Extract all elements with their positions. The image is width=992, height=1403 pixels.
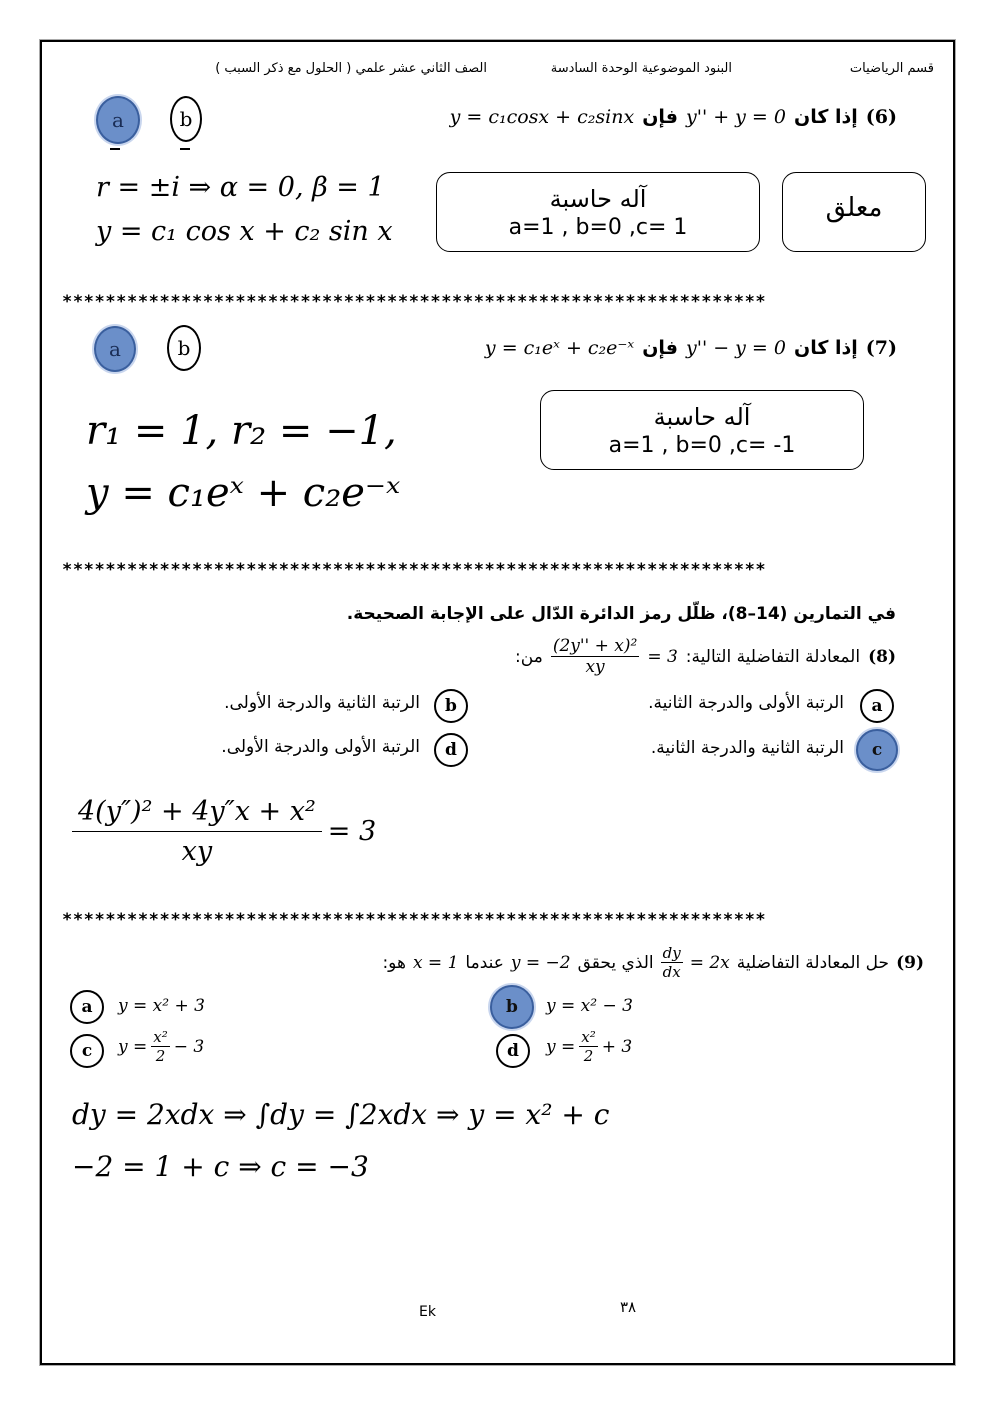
q8-option-a-text: الرتبة الأولى والدرجة الثانية. <box>648 693 844 713</box>
header-department: قسم الرياضيات <box>849 61 934 76</box>
q6-then: فإن <box>642 106 678 128</box>
q7-work-line1: r₁ = 1, r₂ = −1, <box>86 408 397 454</box>
footer-page-number: ٣٨ <box>620 1298 637 1316</box>
q8-stem-text: المعادلة التفاضلية التالية: <box>685 646 861 667</box>
q7-calc-title: آله حاسبة <box>653 403 751 431</box>
q9-option-d-circle[interactable]: d <box>496 1034 530 1068</box>
q7-result: y = c₁eˣ + c₂e⁻ˣ <box>484 337 635 359</box>
q9-option-a-text: y = x² + 3 <box>118 996 205 1016</box>
q7-stem <box>485 337 897 359</box>
q7-choice-b[interactable]: b <box>167 325 201 371</box>
q9-option-c-text: y = $\frac{\text{x²}}{2}$ − 3 <box>118 1028 205 1065</box>
q6-a-underline <box>110 148 120 150</box>
q9-stem-part1: حل المعادلة التفاضلية <box>736 952 890 973</box>
q8-work <box>72 796 376 867</box>
q6-number: (6) <box>865 106 897 128</box>
q6-condition: إذا كان <box>794 106 858 128</box>
q6-calc-values: a=1 , b=0 ,c= 1 <box>508 215 688 240</box>
q9-stem <box>382 944 924 981</box>
q7-calc-values: a=1 , b=0 ,c= -1 <box>608 433 796 458</box>
q7-condition: إذا كان <box>794 337 858 359</box>
header-unit: البنود الموضوعية الوحدة السادسة <box>550 61 732 76</box>
q8-option-b-text: الرتبة الثانية والدرجة الأولى. <box>224 693 420 713</box>
q7-choice-a-selected[interactable]: a <box>94 326 136 372</box>
q6-stem <box>450 106 897 128</box>
q9-option-d-text: y = $\frac{\text{x²}}{2}$ + 3 <box>546 1028 633 1065</box>
q9-option-c-fraction: $\frac{\text{x²}}{2}$ <box>153 1028 168 1065</box>
q8-option-c-selected[interactable]: c <box>856 729 898 771</box>
q9-stem-cond2: x = 1 <box>412 952 459 973</box>
q9-work-line1: dy = 2xdx ⇒ ∫dy = ∫2xdx ⇒ y = x² + c <box>72 1098 610 1131</box>
q8-eq-denominator: xy <box>585 657 605 677</box>
q8-work-numerator: 4(y″)² + 4y″x + x² <box>72 796 322 832</box>
q9-stem-part2: الذي يحقق <box>577 952 654 973</box>
q8-option-d-circle[interactable]: d <box>434 733 468 767</box>
q8-work-denominator: xy <box>181 836 213 867</box>
q9-option-b-selected[interactable]: b <box>490 985 534 1029</box>
q8-work-rhs: = 3 <box>327 816 377 847</box>
q6-equation: y'' + y = 0 <box>685 106 786 128</box>
q8-eq-fraction <box>551 636 640 677</box>
q9-option-c-circle[interactable]: c <box>70 1034 104 1068</box>
q7-then: فإن <box>642 337 678 359</box>
q6-calculator-box <box>436 172 760 252</box>
header-grade: الصف الثاني عشر علمي ( الحلول مع ذكر السبب ) <box>215 61 487 76</box>
q7-calculator-box <box>540 390 864 470</box>
q9-stem-cond1: y = −2 <box>510 952 571 973</box>
q8-stem <box>515 636 896 677</box>
q6-work-line2: y = c₁ cos x + c₂ sin x <box>96 216 393 247</box>
separator-2: ***************************************************************** <box>62 560 767 580</box>
q6-choice-b[interactable]: b <box>170 96 202 142</box>
separator-1: ***************************************************************** <box>62 292 767 312</box>
q8-eq-numerator: (2y'' + x)² <box>552 636 638 656</box>
q8-option-c-text: الرتبة الثانية والدرجة الثانية. <box>650 738 844 758</box>
q9-deriv-num: dy <box>662 944 681 962</box>
q8-number: (8) <box>868 646 896 667</box>
q7-work-line2: y = c₁eˣ + c₂e⁻ˣ <box>86 470 401 516</box>
footer-initials: Ek <box>419 1304 436 1320</box>
section-instruction: في التمارين (14–8)، ظلّل رمز الدائرة الدّال على الإجابة الصحيحة. <box>346 604 896 624</box>
q8-option-a-circle[interactable]: a <box>860 689 894 723</box>
q7-equation: y'' − y = 0 <box>685 337 786 359</box>
q6-calc-title: آله حاسبة <box>549 185 647 213</box>
q6-work-line1: r = ±i ⇒ α = 0, β = 1 <box>96 172 385 203</box>
q9-stem-eq: = 2x <box>689 952 730 973</box>
q6-result: y = c₁cosx + c₂sinx <box>449 106 635 128</box>
q8-work-fraction <box>72 796 322 867</box>
q8-option-d-text: الرتبة الأولى والدرجة الأولى. <box>221 737 420 757</box>
q9-option-d-fraction: $\frac{\text{x²}}{2}$ <box>581 1028 596 1065</box>
q8-stem-tail: من: <box>515 646 543 667</box>
q9-option-b-text: y = x² − 3 <box>546 996 633 1016</box>
q9-work-line2: −2 = 1 + c ⇒ c = −3 <box>72 1150 369 1183</box>
q8-option-b-circle[interactable]: b <box>434 689 468 723</box>
q7-number: (7) <box>865 337 897 359</box>
q8-eq-rhs: = 3 <box>647 646 678 667</box>
q9-stem-part4: هو: <box>382 952 406 973</box>
q6-b-underline <box>180 148 190 150</box>
q6-status-box <box>782 172 926 252</box>
q9-option-a-circle[interactable]: a <box>70 990 104 1024</box>
q6-choice-a-selected[interactable]: a <box>96 96 140 144</box>
q9-stem-part3: عندما <box>465 952 504 973</box>
separator-3: ***************************************************************** <box>62 910 767 930</box>
q9-number: (9) <box>896 952 924 973</box>
q9-deriv-den: dx <box>662 963 681 981</box>
q9-stem-derivative <box>661 944 683 981</box>
q6-status: معلق <box>825 193 883 223</box>
